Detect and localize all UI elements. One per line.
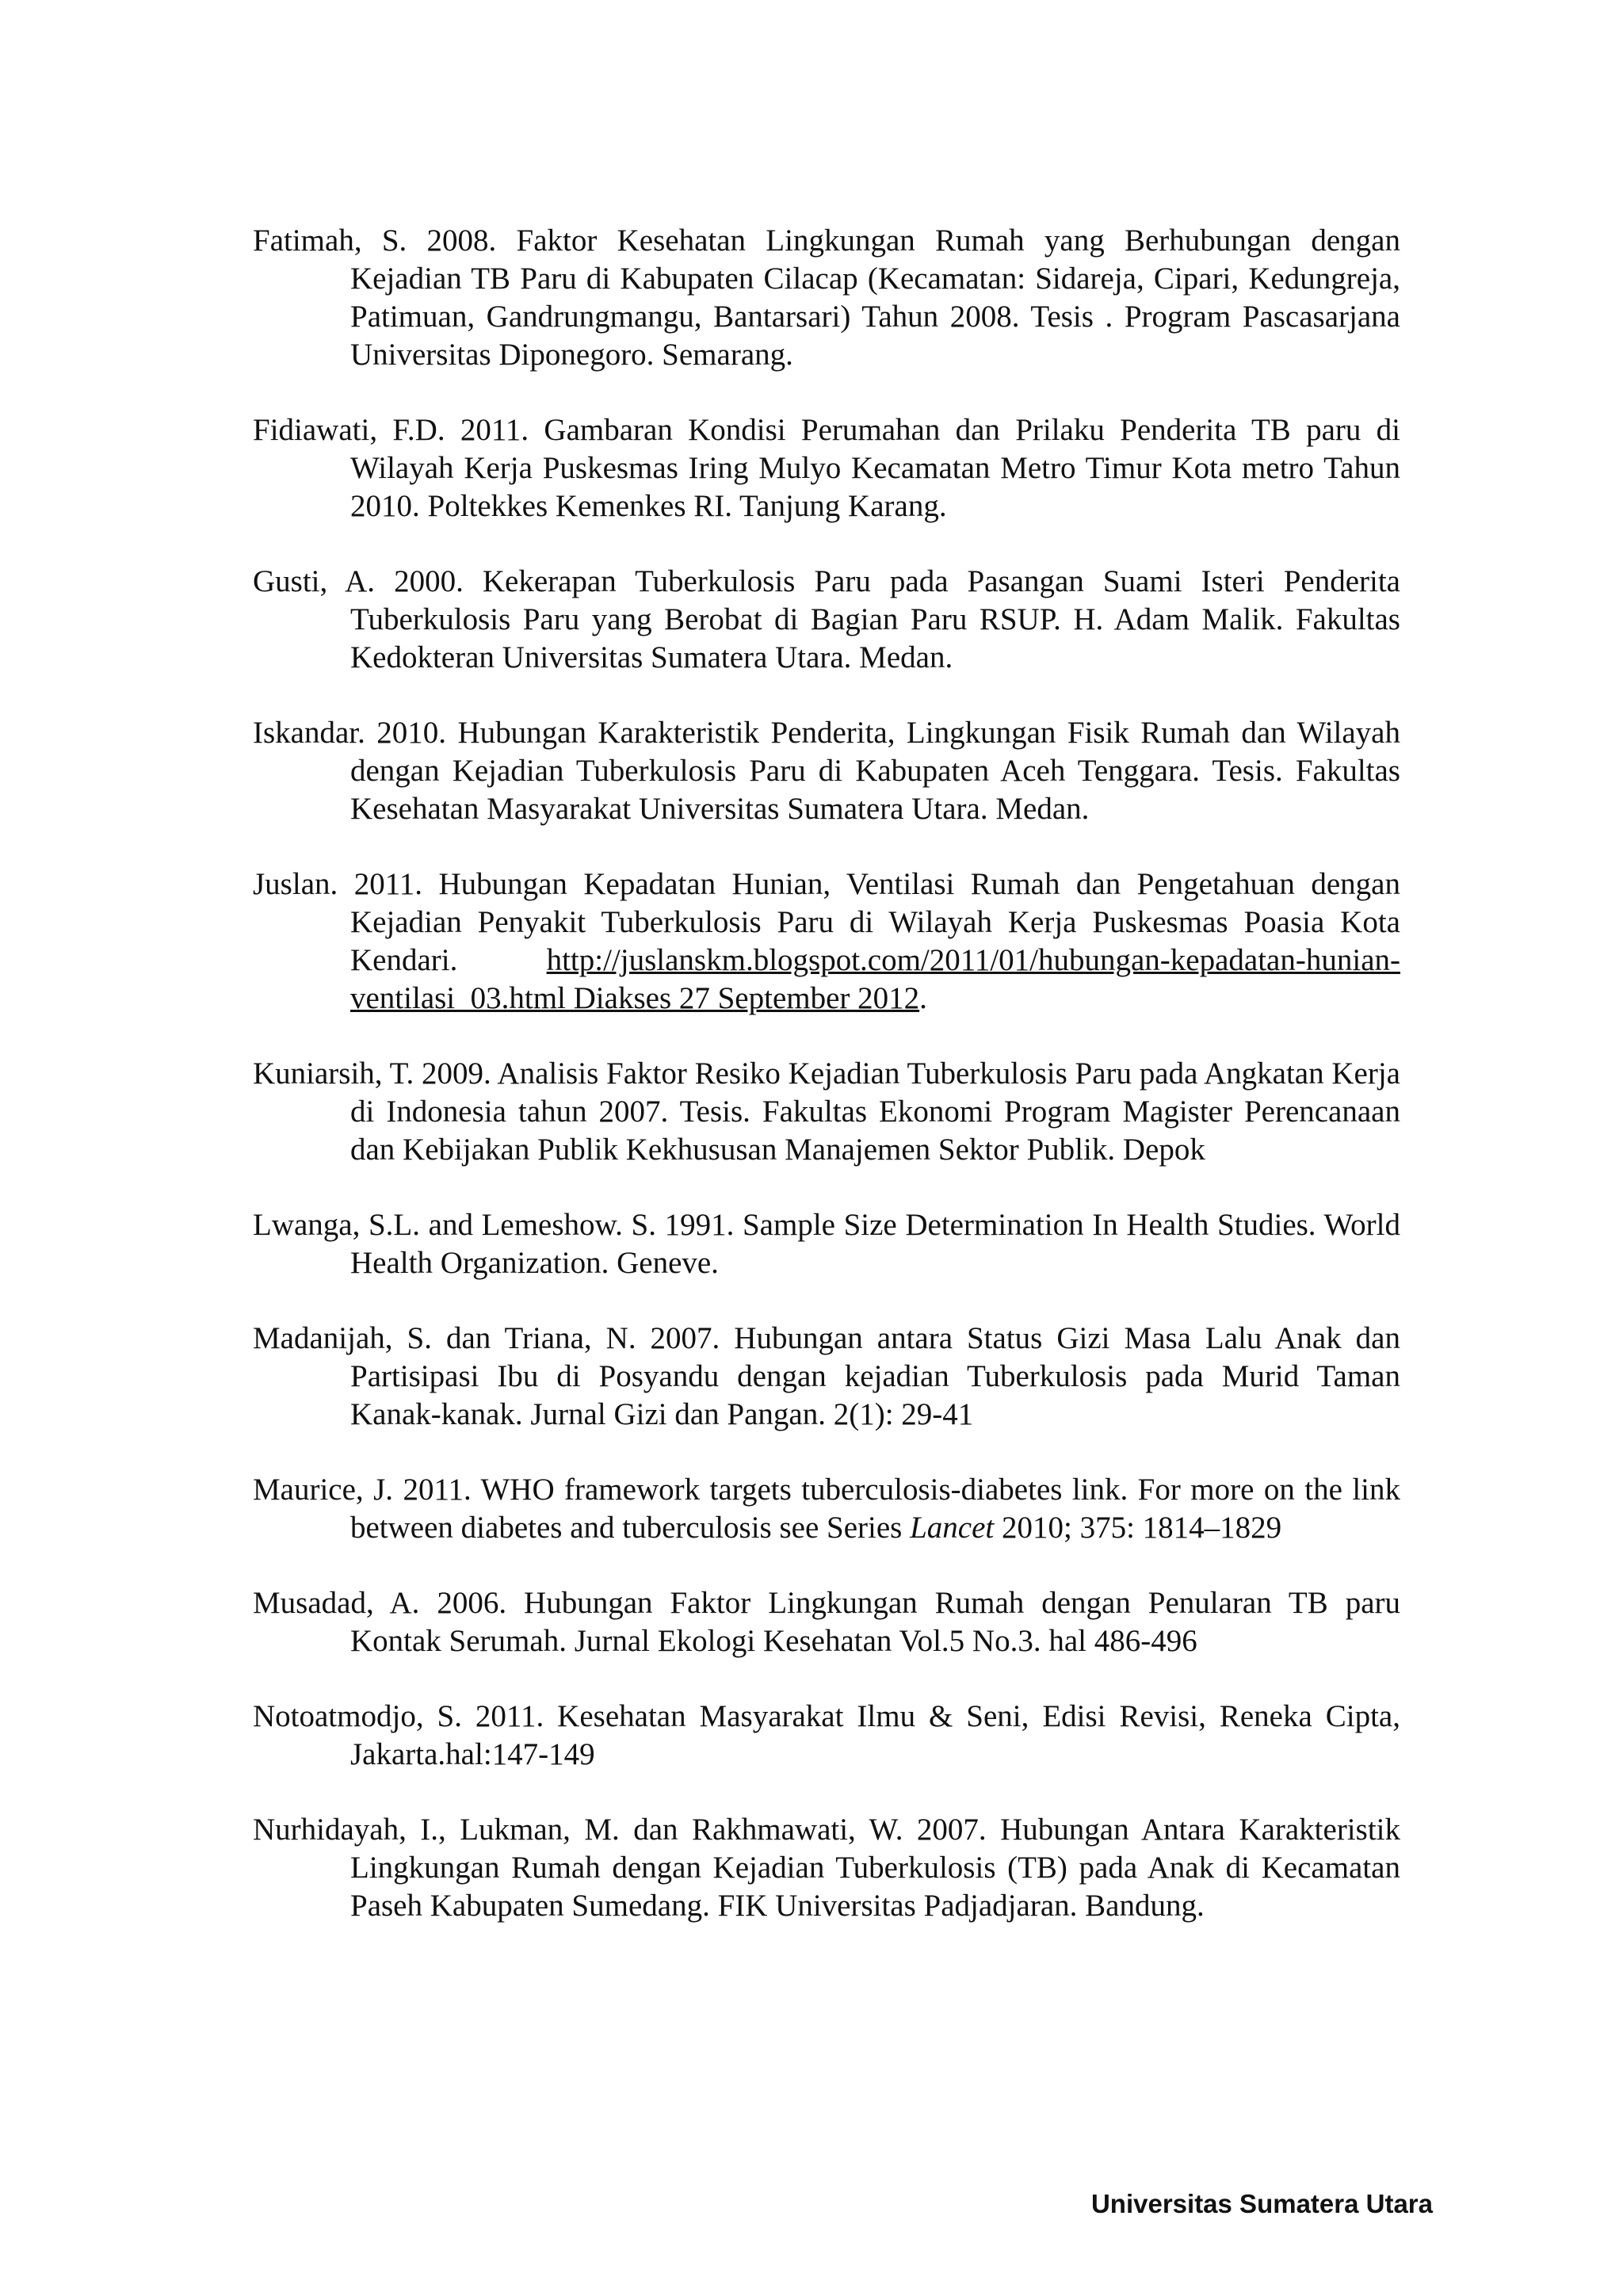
reference-list [253,222,1400,1962]
reference-text-juslan-end: . [919,981,927,1015]
reference-link-juslan[interactable]: http://juslanskm.blogspot.com/2011/01/hubungan-kepadatan-hunian-ventilasi_03.html Diakses 27 September 2012 [350,943,1400,1015]
reference-entry-kuniarsih: Kuniarsih, T. 2009. Analisis Faktor Resiko Kejadian Tuberkulosis Paru pada Angkatan Kerja di Indonesia tahun 2007. Tesis. Fakultas Ekonomi Program Magister Perencanaan dan Kebijakan Publik Kekhususan Manajemen Sektor Publik. Depok [253,1056,1400,1167]
reference-entry-juslan [253,865,1400,1018]
reference-entry-notoatmodjo: Notoatmodjo, S. 2011. Kesehatan Masyarakat Ilmu & Seni, Edisi Revisi, Reneka Cipta, Jakarta.hal:147-149 [253,1699,1400,1771]
reference-entry-fatimah: Fatimah, S. 2008. Faktor Kesehatan Lingkungan Rumah yang Berhubungan dengan Kejadian TB Paru di Kabupaten Cilacap (Kecamatan: Sidareja, Cipari, Kedungreja, Patimuan, Gandrungmangu, Bantarsari) Tahun 2008. Tesis . Program Pascasarjana Universitas Diponegoro. Semarang. [253,223,1400,372]
page-footer: Universitas Sumatera Utara [1090,2189,1433,2218]
reference-text-juslan: Juslan. 2011. Hubungan Kepadatan Hunian, Ventilasi Rumah dan Pengetahuan dengan Kejadian Penyakit Tuberkulosis Paru di Wilayah Kerja Puskesmas Poasia Kota Kendari. [253,867,1400,977]
reference-text-maurice: Maurice, J. 2011. WHO framework targets tuberculosis-diabetes link. For more on the link between diabetes and tuberculosis see Series [253,1473,1400,1545]
reference-entry-lwanga: Lwanga, S.L. and Lemeshow. S. 1991. Sample Size Determination In Health Studies. World Health Organization. Geneve. [253,1208,1400,1280]
reference-entry-maurice [253,1471,1400,1547]
reference-entry-nurhidayah: Nurhidayah, I., Lukman, M. dan Rakhmawati, W. 2007. Hubungan Antara Karakteristik Lingkungan Rumah dengan Kejadian Tuberkulosis (TB) pada Anak di Kecamatan Paseh Kabupaten Sumedang. FIK Universitas Padjadjaran. Bandung. [253,1813,1400,1923]
reference-entry-iskandar: Iskandar. 2010. Hubungan Karakteristik Penderita, Lingkungan Fisik Rumah dan Wilayah dengan Kejadian Tuberkulosis Paru di Kabupaten Aceh Tenggara. Tesis. Fakultas Kesehatan Masyarakat Universitas Sumatera Utara. Medan. [253,716,1400,826]
reference-entry-gusti: Gusti, A. 2000. Kekerapan Tuberkulosis Paru pada Pasangan Suami Isteri Penderita Tuberkulosis Paru yang Berobat di Bagian Paru RSUP. H. Adam Malik. Fakultas Kedokteran Universitas Sumatera Utara. Medan. [253,564,1400,674]
reference-entry-fidiawati: Fidiawati, F.D. 2011. Gambaran Kondisi Perumahan dan Prilaku Penderita TB paru di Wilayah Kerja Puskesmas Iring Mulyo Kecamatan Metro Timur Kota metro Tahun 2010. Poltekkes Kemenkes RI. Tanjung Karang. [253,413,1400,523]
reference-text-maurice-end: 2010; 375: 1814–1829 [994,1511,1282,1545]
reference-journal-maurice: Lancet [910,1511,995,1545]
reference-entry-musadad: Musadad, A. 2006. Hubungan Faktor Lingkungan Rumah dengan Penularan TB paru Kontak Serumah. Jurnal Ekologi Kesehatan Vol.5 No.3. hal 486-496 [253,1586,1400,1658]
reference-entry-madanijah: Madanijah, S. dan Triana, N. 2007. Hubungan antara Status Gizi Masa Lalu Anak dan Partisipasi Ibu di Posyandu dengan kejadian Tuberkulosis pada Murid Taman Kanak-kanak. Jurnal Gizi dan Pangan. 2(1): 29-41 [253,1321,1400,1431]
